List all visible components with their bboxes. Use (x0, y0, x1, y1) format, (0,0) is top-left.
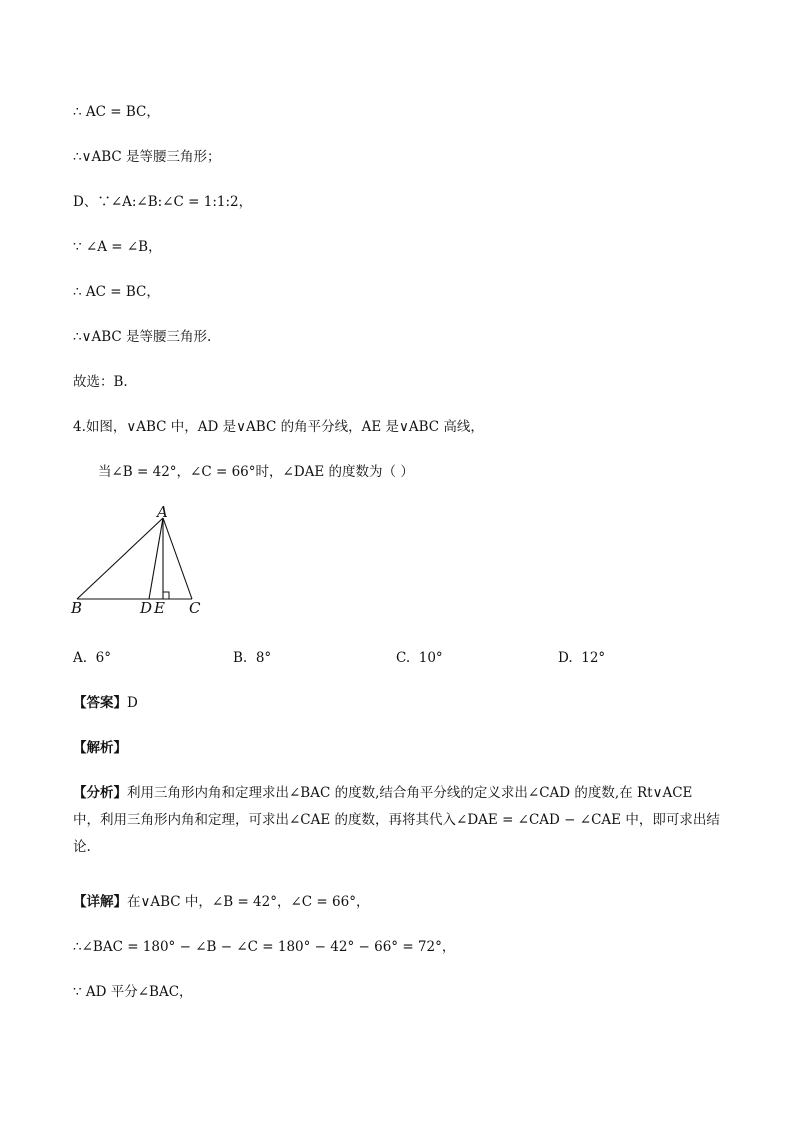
triangle-figure (68, 506, 218, 618)
detail-step: ∵ AD 平分∠BAC， (73, 984, 193, 1000)
question-condition: 当∠B = 42°，∠C = 66°时，∠DAE 的度数为（ ） (98, 464, 414, 480)
option-letter: A. (73, 650, 88, 666)
analysis-label: 【分析】 (73, 785, 127, 801)
option-c (396, 649, 443, 667)
label-e: E (154, 599, 165, 617)
text-line: ∴∨ABC 是等腰三角形； (73, 149, 221, 165)
detail-line (73, 893, 369, 911)
option-d (558, 649, 605, 667)
segment-ac (163, 518, 192, 599)
answer-line (73, 694, 138, 712)
analysis-paragraph (73, 780, 723, 861)
label-a: A (157, 506, 168, 521)
text-line: ∴ AC = BC， (73, 104, 160, 120)
option-b (233, 649, 271, 667)
option-value: 8° (255, 650, 272, 666)
segment-ab (77, 518, 163, 599)
option-value: 12° (581, 650, 606, 666)
label-c: C (189, 599, 201, 617)
option-a (73, 649, 111, 667)
question-stem: 4.如图，∨ABC 中，AD 是∨ABC 的角平分线，AE 是∨ABC 高线， (73, 419, 484, 435)
analysis-text: 利用三角形内角和定理求出∠BAC 的度数,结合角平分线的定义求出∠CAD 的度数,在 Rt∨ACE 中，利用三角形内角和定理，可求出∠CAE 的度数，再将其代入∠DAE = ∠CAD − ∠CAE 中，即可求出结论. (73, 785, 720, 855)
detail-step: ∴∠BAC = 180° − ∠B − ∠C = 180° − 42° − 66° = 72°， (73, 939, 456, 955)
detail-text: 在∨ABC 中，∠B = 42°，∠C = 66°， (127, 894, 370, 910)
segment-ad (149, 518, 163, 599)
label-b: B (71, 599, 83, 617)
analysis-heading: 【解析】 (73, 740, 127, 756)
option-letter: B. (233, 650, 248, 666)
answer-label: 【答案】 (73, 695, 127, 711)
option-letter: C. (396, 650, 411, 666)
detail-label: 【详解】 (73, 894, 127, 910)
label-d: D (140, 599, 153, 617)
text-line: 故选：B. (73, 374, 128, 390)
right-angle-mark (163, 592, 169, 599)
answer-value: D (127, 695, 138, 711)
text-line: ∵ ∠A = ∠B， (73, 239, 162, 255)
text-line: ∴∨ABC 是等腰三角形. (73, 329, 212, 345)
text-line: D、∵∠A:∠B:∠C = 1:1:2， (73, 194, 253, 210)
option-value: 6° (95, 650, 111, 666)
text-line: ∴ AC = BC， (73, 284, 160, 300)
option-letter: D. (558, 650, 573, 666)
option-value: 10° (418, 650, 443, 666)
